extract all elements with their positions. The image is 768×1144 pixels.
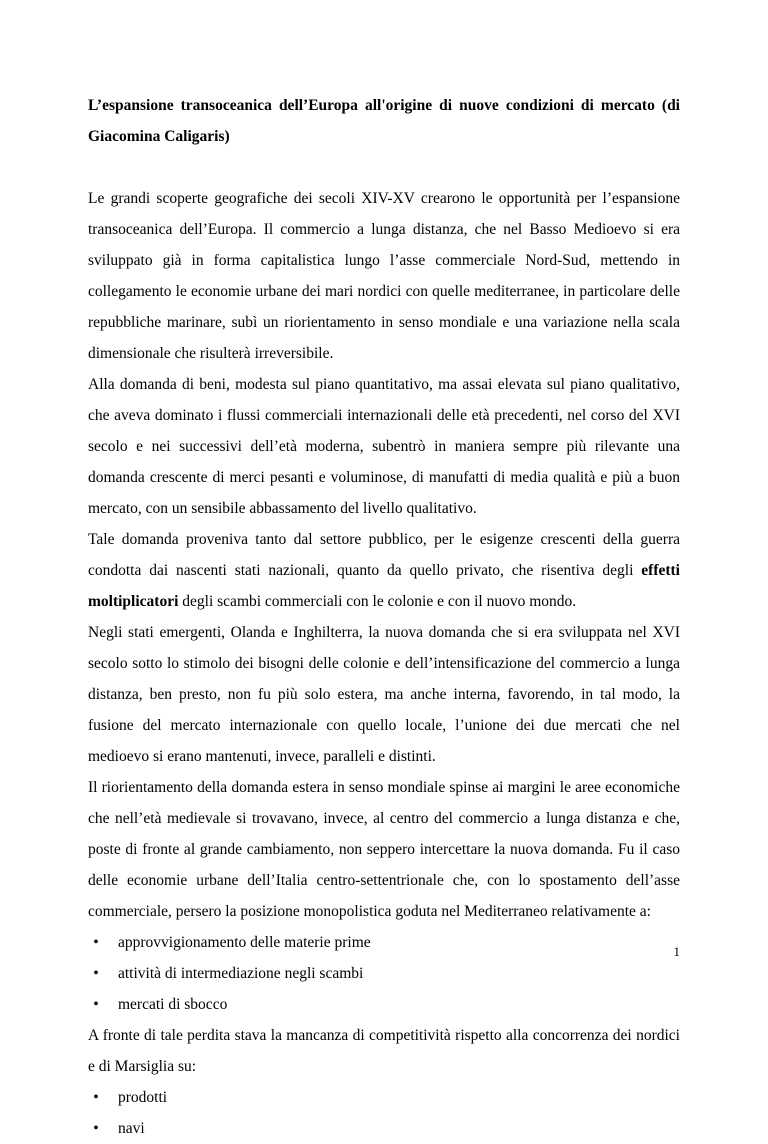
list-item [88, 958, 680, 989]
list-item-text: prodotti [118, 1089, 168, 1106]
document-title: L’espansione transoceanica dell’Europa all'origine di nuove condizioni di mercato (di Giacomina Caligaris) [88, 97, 680, 145]
page-number: 1 [673, 944, 680, 959]
paragraph-public-private-demand [88, 524, 680, 617]
paragraph-text: degli scambi commerciali con le colonie e con il nuovo mondo. [178, 593, 577, 610]
paragraph-emerging-states: Negli stati emergenti, Olanda e Inghilterra, la nuova domanda che si era sviluppata nel XVI secolo sotto lo stimolo dei bisogni delle colonie e dell’intensificazione del commercio a lunga distanza, ben presto, non fu più solo estera, ma anche interna, favorendo, in tal modo, la fusione del mercato internazionale con quello locale, l’unione dei due mercati che nel medioevo si erano mantenuti, invece, paralleli e distinti. [88, 624, 680, 765]
list-item [88, 1113, 680, 1144]
bullet-list-lost-positions [88, 927, 680, 1020]
paragraph-intro: Le grandi scoperte geografiche dei secoli XIV-XV crearono le opportunità per l’espansione transoceanica dell’Europa. Il commercio a lunga distanza, che nel Basso Medioevo si era sviluppato già in forma capitalistica lungo l’asse commerciale Nord-Sud, mettendo in collegamento le economie urbane dei mari nordici con quelle mediterranee, in particolare delle repubbliche marinare, subì un riorientamento in senso mondiale e una variazione nella scala dimensionale che risulterà irreversibile. [88, 190, 680, 362]
list-item [88, 927, 680, 958]
list-item-text: navi [118, 1120, 145, 1137]
paragraph-demand: Alla domanda di beni, modesta sul piano quantitativo, ma assai elevata sul piano qualitativo, che aveva dominato i flussi commerciali internazionali delle età precedenti, nel corso del XVI secolo e nei successivi dell’età moderna, subentrò in maniera sempre più rilevante una domanda crescente di merci pesanti e voluminose, di manufatti di media qualità e più a buon mercato, con un sensibile abbassamento del livello qualitativo. [88, 376, 680, 517]
bold-term-multiplier-effects: effetti moltiplicatori [88, 562, 680, 610]
paragraph-competitiveness: A fronte di tale perdita stava la mancanza di competitività rispetto alla concorrenza dei nordici e di Marsiglia su: [88, 1027, 680, 1075]
list-item-text: attività di intermediazione negli scambi [118, 965, 364, 982]
bullet-icon: • [93, 1089, 99, 1106]
list-item-text: mercati di sbocco [118, 996, 228, 1013]
bullet-icon: • [93, 996, 99, 1013]
list-item-text: approvvigionamento delle materie prime [118, 934, 371, 951]
bullet-list-competition [88, 1082, 680, 1144]
paragraph-reorientation: Il riorientamento della domanda estera in senso mondiale spinse ai margini le aree economiche che nell’età medievale si trovavano, invece, al centro del commercio a lunga distanza e che, poste di fronte al grande cambiamento, non seppero intercettare la nuova domanda. Fu il caso delle economie urbane dell’Italia centro-settentrionale che, con lo spostamento dell’asse commerciale, persero la posizione monopolistica goduta nel Mediterraneo relativamente a: [88, 779, 680, 920]
document-page [88, 90, 680, 1144]
bullet-icon: • [93, 934, 99, 951]
bullet-icon: • [93, 1120, 99, 1137]
list-item [88, 1082, 680, 1113]
paragraph-text: Tale domanda proveniva tanto dal settore pubblico, per le esigenze crescenti della guerra condotta dai nascenti stati nazionali, quanto da quello privato, che risentiva degli [88, 531, 680, 579]
bullet-icon: • [93, 965, 99, 982]
